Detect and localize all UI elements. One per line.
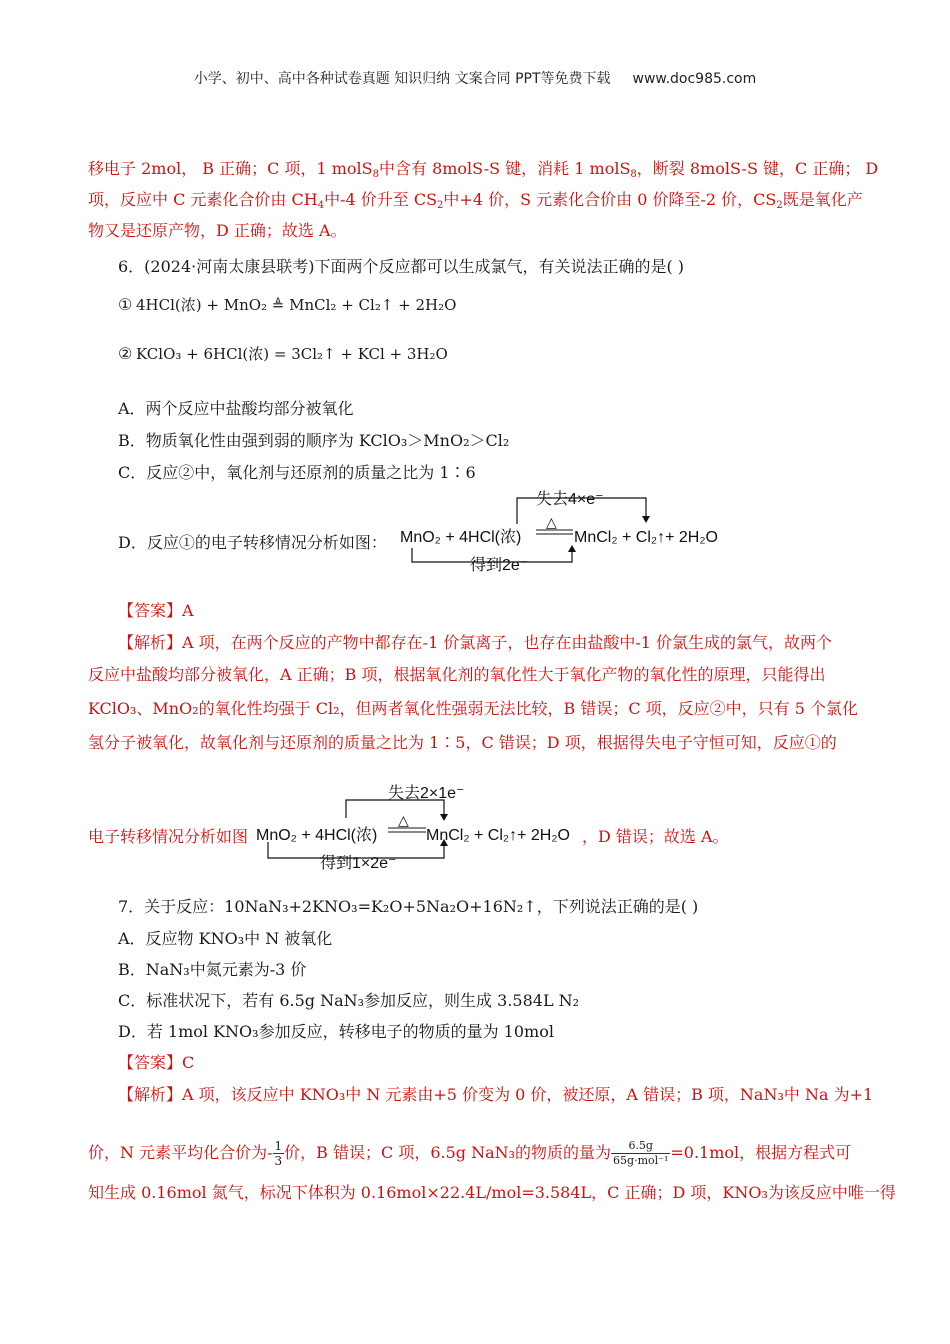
- q7-option-c: C．标准状况下，若有 6.5g NaN₃参加反应，则生成 3.584L N₂: [118, 991, 580, 1010]
- header-text: 小学、初中、高中各种试卷真题 知识归纳 文案合同 PPT等免费下载: [193, 71, 611, 87]
- q7-option-b: B．NaN₃中氮元素为-3 价: [118, 960, 307, 979]
- q6-explanation-line-5a: 电子转移情况分析如图: [88, 827, 249, 846]
- fraction-molar: $\frac{6.5g}{\text{65g·mol⁻¹}}$: [613, 1139, 669, 1167]
- q6-explanation-line-3: KClO₃、MnO₂的氧化性均强于 Cl₂，但两者氧化性强弱无法比较，B 错误；C 项，反应②中，只有 5 个氯化: [88, 699, 859, 718]
- reaction-2-equation: KClO₃ + 6HCl(浓) = 3Cl₂↑ + KCl + 3H₂O: [136, 345, 448, 363]
- fraction-one-third: $\frac{1}{3}$: [274, 1139, 283, 1168]
- q6-reaction-1: [118, 294, 456, 316]
- diagram-d-gain-label: 得到2e⁻: [470, 557, 529, 574]
- electron-transfer-diagram-d: [398, 486, 728, 576]
- diagram-e-right: MnCl₂ + Cl₂↑+ 2H₂O: [426, 827, 570, 844]
- q7-stem: 7．关于反应：10NaN₃+2KNO₃=K₂O+5Na₂O+16N₂↑，下列说法正确的是( ): [118, 897, 699, 916]
- q6-explanation-line-5b: ，D 错误；故选 A。: [582, 827, 729, 846]
- q6-option-c: C．反应②中，氧化剂与还原剂的质量之比为 1∶6: [118, 463, 476, 482]
- header-url[interactable]: www.doc985.com: [632, 71, 757, 87]
- q7-explanation-line-3: 知生成 0.16mol 氮气，标况下体积为 0.16mol×22.4L/mol=3.584L，C 正确；D 项，KNO₃为该反应中唯一得: [88, 1183, 896, 1202]
- q6-option-b: B．物质氧化性由强到弱的顺序为 KClO₃＞MnO₂＞Cl₂: [118, 431, 510, 450]
- page-header: [0, 68, 950, 90]
- q6-answer: 【答案】A: [118, 601, 194, 620]
- q7-answer: 【答案】C: [118, 1053, 195, 1072]
- q7-explanation-line-2: 价，N 元素平均化合价为- $\frac{1}{3}$ 价，B 错误；C 项，6.5g NaN₃的物质的量为 $\frac{6.5g}{\text{65g·mol⁻¹}}$ =0.1mol，根据方程式可: [88, 1139, 852, 1168]
- reaction-1-mark: ①: [118, 295, 133, 314]
- diagram-e-delta: △: [398, 812, 409, 828]
- diagram-e-left: MnO₂ + 4HCl(浓): [256, 827, 378, 844]
- diagram-d-delta: △: [546, 514, 557, 530]
- diagram-e-gain-label: 得到1×2e⁻: [320, 855, 397, 872]
- electron-transfer-diagram-explanation: [254, 782, 584, 874]
- q6-reaction-2: [118, 343, 448, 365]
- q6-explanation-line-4: 氢分子被氧化，故氧化剂与还原剂的质量之比为 1∶5，C 错误；D 项，根据得失电子守恒可知，反应①的: [88, 733, 837, 752]
- q6-option-a: A．两个反应中盐酸均部分被氧化: [118, 399, 354, 418]
- q7-option-a: A．反应物 KNO₃中 N 被氧化: [118, 929, 333, 948]
- q6-option-d: D．反应①的电子转移情况分析如图：: [118, 533, 387, 552]
- reaction-2-mark: ②: [118, 344, 133, 363]
- prev-explanation-line-1: 移电子 2mol， B 正确；C 项，1 molS$_8$中含有 8molS-S 键，消耗 1 molS$_8$，断裂 8molS-S 键，C 正确； D: [88, 159, 879, 180]
- q7-option-d: D．若 1mol KNO₃参加反应，转移电子的物质的量为 10mol: [118, 1022, 554, 1041]
- diagram-d-left: MnO₂ + 4HCl(浓): [400, 529, 522, 546]
- reaction-1-equation: 4HCl(浓) + MnO₂ ≜ MnCl₂ + Cl₂↑ + 2H₂O: [136, 296, 457, 314]
- q7-explanation-line-1: 【解析】A 项，该反应中 KNO₃中 N 元素由+5 价变为 0 价，被还原，A 错误；B 项，NaN₃中 Na 为+1: [118, 1085, 874, 1104]
- prev-explanation-line-2: 项，反应中 C 元素化合价由 $CH_4$中-4 价升至 $CS_2$中+4 价，S 元素化合价由 0 价降至-2 价，$CS_2$既是氧化产: [88, 190, 863, 211]
- prev-explanation-line-3: 物又是还原产物，D 正确；故选 A。: [88, 221, 347, 240]
- q6-explanation-line-2: 反应中盐酸均部分被氧化，A 正确；B 项，根据氧化剂的氧化性大于氧化产物的氧化性的原理，只能得出: [88, 665, 826, 684]
- diagram-e-lose-label: 失去2×1e⁻: [388, 785, 465, 802]
- q6-explanation-line-1: 【解析】A 项，在两个反应的产物中都存在-1 价氯离子，也存在由盐酸中-1 价氯生成的氯气，故两个: [118, 633, 833, 652]
- q6-stem: 6．(2024·河南太康县联考)下面两个反应都可以生成氯气，有关说法正确的是( ): [118, 257, 685, 276]
- diagram-d-right: MnCl₂ + Cl₂↑+ 2H₂O: [574, 529, 718, 546]
- diagram-d-lose-label: 失去4×e⁻: [536, 491, 604, 508]
